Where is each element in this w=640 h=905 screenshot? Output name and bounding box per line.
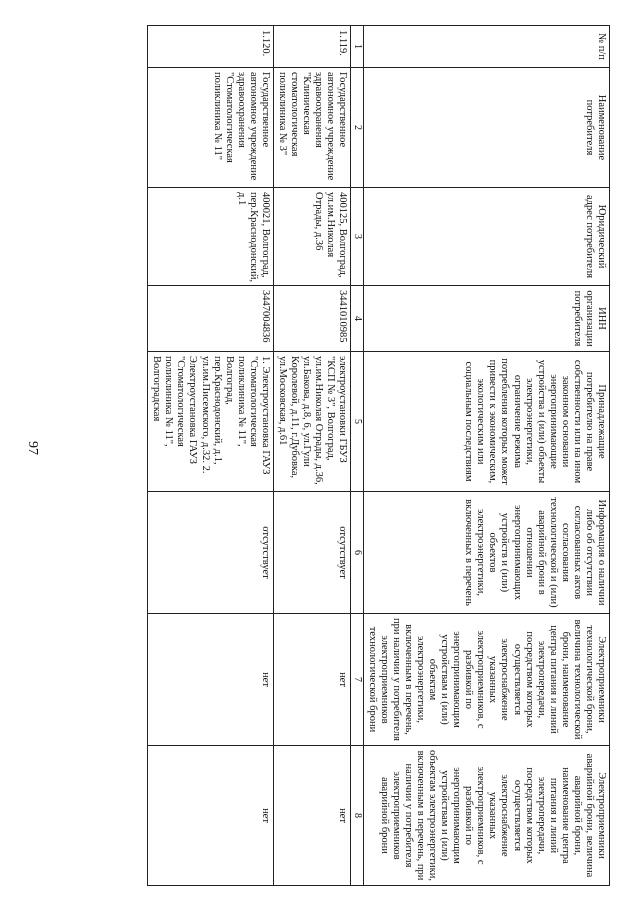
- header-cell: Юридический адрес потребителя: [363, 188, 609, 286]
- consumer-address: 400021, Волгоград, пер.Краснодонский, д.1: [148, 188, 274, 286]
- consumer-inn: 3441010985: [273, 286, 350, 352]
- emergency-reserve: нет: [148, 746, 274, 886]
- column-number: 5: [351, 352, 364, 492]
- header-cell: Электроприемники аварийной брони, величина аварийной брони, наименование центра питания и линий электропередачи, посредством которых осуществляется электроснабжение указанных электроприемников, с разбивкой по энергопринимающим устройствам и (или) объектам электроэнергетики, включенным в перечень, при наличии у потребителя электроприемников аварийной брони: [363, 746, 609, 886]
- header-cell: Информация о наличии либо об отсутствии согласованных актов согласования технологической и (или) аварийной брони в отношении энергопринимающих устройств и (или) объектов электроэнергетики, включенных в перечень: [363, 492, 609, 614]
- header-row: [363, 26, 609, 886]
- table-row: [148, 26, 274, 886]
- consumer-devices: электроустановки ГБУЗ "КСП № 3", Волгоград, ул.им.Николая Отрады, д.36, ул.Бакова, д.8, 6, ул.Гули Королевой, д.11, г.Дубовка, ул.Московская, д.61: [273, 352, 350, 492]
- consumer-inn: 3447004836: [148, 286, 274, 352]
- header-cell: Электроприемники технологической брони, величина технологической брони, наименование центра питания и линий электропередачи, посредством которых осуществляется электроснабжение указанных электроприемников, с разбивкой по энергопринимающим устройствам и (или) объектам электроэнергетики, включенным в перечень, при наличии у потребителя электроприемников технологической брони: [363, 614, 609, 746]
- column-number: 7: [351, 614, 364, 746]
- consumer-devices: 1. Электроустановка ГАУЗ "Стоматологическая поликлиника № 11", Волгоград, пер.Краснодонский, д.1, ул.им.Писемского, д.32. 2. Электроустановка ГАУЗ "Стоматологическая поликлиника № 11", Волгоградская: [148, 352, 274, 492]
- consumer-table: [147, 25, 610, 886]
- header-cell: ИНН организации потребителя: [363, 286, 609, 352]
- column-number: 4: [351, 286, 364, 352]
- acts-info: отсутствует: [273, 492, 350, 614]
- tech-reserve: нет: [148, 614, 274, 746]
- column-number: 3: [351, 188, 364, 286]
- tech-reserve: нет: [273, 614, 350, 746]
- header-cell: Принадлежащие потребителю на праве собственности или на ином законном основании энергопринимающие устройства и (или) объекты электроэнергетики, ограничение режима потребления которых может привести к экономическим, экологическим или социальным последствиям: [363, 352, 609, 492]
- column-number: 1: [351, 26, 364, 68]
- page-number: 97: [25, 441, 40, 455]
- column-number: 6: [351, 492, 364, 614]
- column-number-row: [351, 26, 364, 886]
- header-cell: Наименование потребителя: [363, 68, 609, 188]
- column-number: 8: [351, 746, 364, 886]
- rotated-table-wrapper: [90, 25, 610, 885]
- emergency-reserve: нет: [273, 746, 350, 886]
- column-number: 2: [351, 68, 364, 188]
- consumer-name: Государственное автономное учреждение здравоохранения "Клиническая стоматологическая поликлиника № 3": [273, 68, 350, 188]
- row-number: 1.119.: [273, 26, 350, 68]
- consumer-address: 400125, Волгоград, ул.им.Николая Отрады, д.36: [273, 188, 350, 286]
- table-row: [273, 26, 350, 886]
- consumer-name: Государственное автономное учреждение здравоохранения "Стоматологическая поликлиника № 11": [148, 68, 274, 188]
- header-cell: № п/п: [363, 26, 609, 68]
- acts-info: отсутствует: [148, 492, 274, 614]
- row-number: 1.120.: [148, 26, 274, 68]
